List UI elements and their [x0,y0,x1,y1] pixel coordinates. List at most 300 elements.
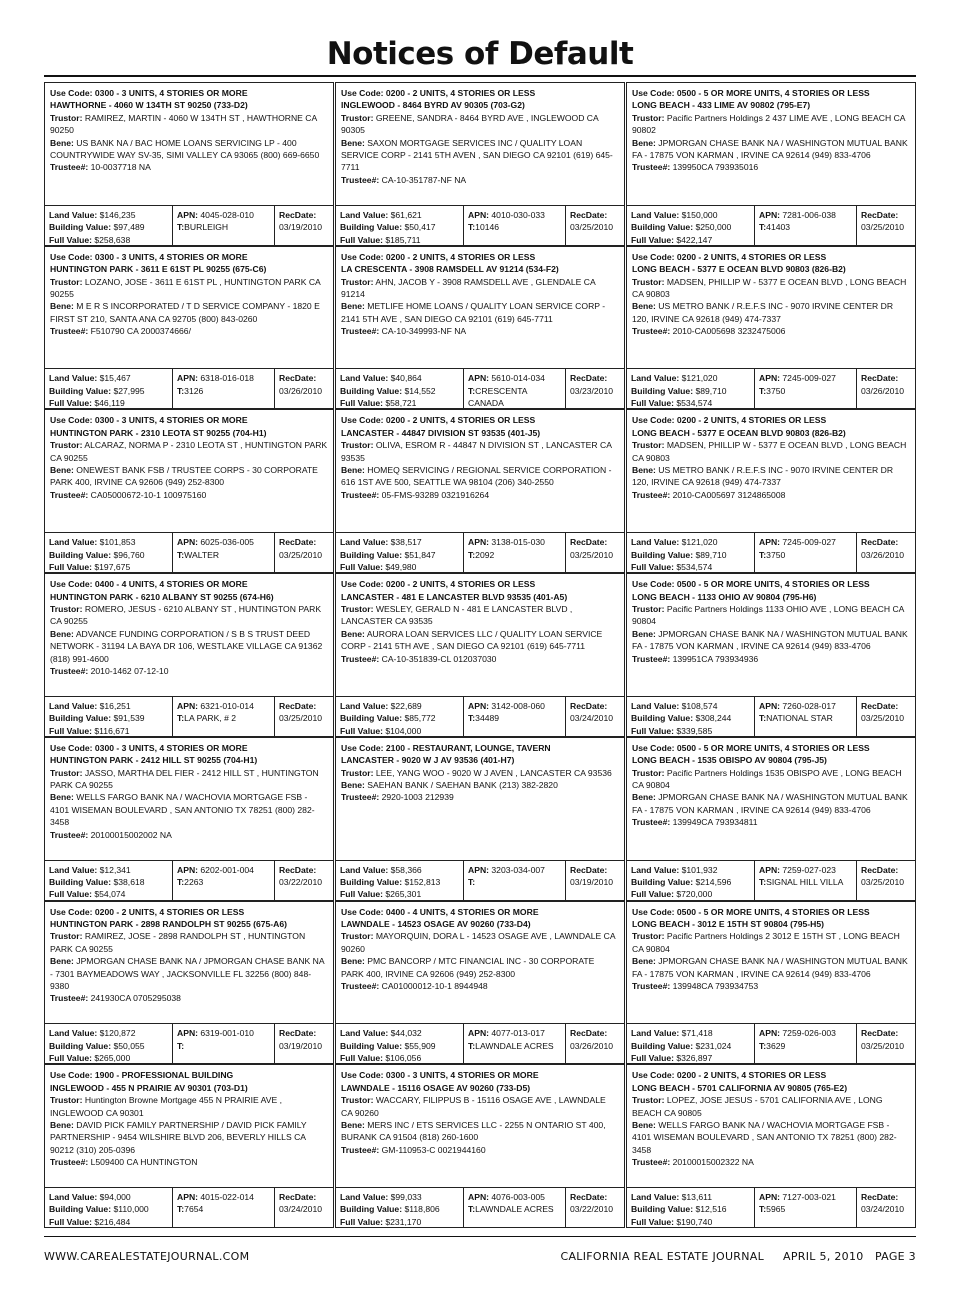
use-code: Use Code: 0200 - 2 UNITS, 4 STORIES OR LESS [341,415,536,426]
bene-value: ADVANCE FUNDING CORPORATION / S B S TRUST DEED NETWORK - 31194 LA BAYA DR 106, WESTLAKE VILLAGE CA 91362 (818) 991-4600 [50,628,323,664]
trustee-label: Trustee#: [632,489,671,500]
trustee-value: CA-10-349993-NF NA [381,326,467,337]
full-value-line [340,1216,459,1227]
tract-value: 2263 [184,876,204,887]
full-label: Full Value: [631,1053,674,1064]
apn-label: APN: [759,1191,781,1202]
values-block [627,1188,755,1227]
recdate-block [275,533,333,572]
bene-label: Bene: [50,465,74,476]
full-value-line [631,1052,750,1063]
land-value: $94,000 [99,1191,131,1202]
trustor-line [50,930,328,955]
values-block [45,1188,173,1227]
recdate-value: 03/23/2010 [570,385,614,396]
property-address: HUNTINGTON PARK - 2898 RANDOLPH ST 90255 (675-A6) [50,918,288,929]
bene-value: JPMORGAN CHASE BANK NA / WASHINGTON MUTUAL BANK FA - 17875 VON KARMAN , IRVINE CA 92614 (949) 833-4706 [632,137,908,161]
building-value: $97,489 [113,222,145,233]
apn-line [468,1027,561,1039]
land-value: $121,020 [681,373,718,384]
bene-line [50,791,328,828]
apn-label: APN: [468,1191,490,1202]
recdate-value: 03/24/2010 [279,1204,323,1215]
building-value: $89,710 [695,549,727,560]
land-value: $15,467 [99,373,131,384]
building-label: Building Value: [49,713,112,724]
apn-label: APN: [468,537,490,548]
trustor-label: Trustor: [632,767,665,778]
trustee-label: Trustee#: [341,489,380,500]
recdate-value: 03/22/2010 [279,876,323,887]
recdate-value: 03/19/2010 [279,1040,323,1051]
trustee-label: Trustee#: [50,665,89,676]
value-row [336,368,624,408]
use-code: Use Code: 0300 - 3 UNITS, 4 STORIES OR MORE [341,1070,539,1081]
trustor-label: Trustor: [341,767,374,778]
tract-line [468,1040,561,1052]
bene-label: Bene: [341,137,365,148]
apn-line [759,1027,852,1039]
apn-value: 7245-009-027 [782,373,836,384]
tract-value: 41403 [766,222,791,233]
full-label: Full Value: [631,1216,674,1227]
trustor-line [341,1094,619,1119]
use-code: Use Code: 0300 - 3 UNITS, 4 STORIES OR MORE [50,415,248,426]
apn-label: APN: [177,537,199,548]
values-block [627,206,755,245]
building-value-line [49,712,168,724]
trustor-value: Pacific Partners Holdings 1133 OHIO AVE , LONG BEACH CA 90804 [632,603,904,627]
full-value-line [340,234,459,245]
footer-website[interactable]: WWW.CAREALESTATEJOURNAL.COM [44,1250,250,1263]
land-value-line [631,1027,750,1039]
building-value-line [631,385,750,397]
notice-description [336,1065,624,1187]
tract-line [468,221,561,233]
recdate-label: RecDate: [279,373,317,384]
trustor-label: Trustor: [632,603,665,614]
land-label: Land Value: [631,209,680,220]
land-value: $16,251 [99,700,131,711]
trustor-line [50,276,328,301]
recdate-label: RecDate: [861,209,899,220]
trustee-label: Trustee#: [341,326,380,337]
tract-label: T: [759,713,767,724]
trustee-value: 241930CA 0705295038 [90,993,181,1004]
trustee-line [50,325,328,337]
values-block [627,1024,755,1063]
property-address: LAWNDALE - 15116 OSAGE AV 90260 (733-D5) [341,1082,531,1093]
notice-record [335,409,625,573]
trustee-value: F510790 CA 2000374666/ [90,326,191,337]
bene-value: AURORA LOAN SERVICES LLC / QUALITY LOAN SERVICE CORP - 2141 5TH AVE , SAN DIEGO CA 92101 (619) 645-7711 [341,628,603,652]
apn-label: APN: [759,373,781,384]
apn-line [177,700,270,712]
bottom-rule [44,1236,916,1237]
trustor-label: Trustor: [632,440,665,451]
tract-label: T: [468,1040,476,1051]
trustor-line [50,439,328,464]
trustor-label: Trustor: [632,1095,665,1106]
bene-label: Bene: [632,1119,656,1130]
full-label: Full Value: [631,725,674,736]
bene-value: DAVID PICK FAMILY PARTNERSHIP / DAVID PICK FAMILY PARTNERSHIP - 9454 WILSHIRE BLVD 206, BEVERLY HILLS CA 90212 (310) 205-0396 [50,1119,307,1155]
bene-label: Bene: [341,465,365,476]
building-label: Building Value: [49,876,112,887]
full-value: $534,574 [676,561,713,572]
tract-label: T: [177,876,185,887]
trustee-value: 20100015002002 NA [90,829,172,840]
use-code: Use Code: 0400 - 4 UNITS, 4 STORIES OR MORE [341,906,539,917]
land-value-line [49,864,168,876]
building-label: Building Value: [631,549,694,560]
tract-line [759,712,852,724]
use-code: Use Code: 0200 - 2 UNITS, 4 STORIES OR LESS [341,579,536,590]
notice-description [336,902,624,1024]
full-value: $534,574 [676,398,713,409]
land-label: Land Value: [631,373,680,384]
recdate-block [275,697,333,736]
recdate-label: RecDate: [570,1191,608,1202]
trustor-label: Trustor: [341,1095,374,1106]
land-value: $101,932 [681,864,718,875]
bene-value: US METRO BANK / R.E.F.S INC - 9070 IRVINE CENTER DR 120, IRVINE CA 92618 (949) 474-7337 [632,465,894,488]
recdate-label: RecDate: [861,1191,899,1202]
apn-label: APN: [468,209,490,220]
recdate-value: 03/19/2010 [570,876,614,887]
building-value-line [340,221,459,233]
use-code: Use Code: 0200 - 2 UNITS, 4 STORIES OR LESS [632,251,827,262]
trustee-label: Trustee#: [341,174,380,185]
full-value: $339,585 [676,725,713,736]
bene-line [632,628,910,653]
building-value: $12,516 [695,1204,727,1215]
recdate-value: 03/25/2010 [861,876,905,887]
apn-label: APN: [177,373,199,384]
value-row [45,696,333,736]
building-label: Building Value: [631,876,694,887]
apn-block [173,1024,275,1063]
building-label: Building Value: [631,222,694,233]
notice-record [335,901,625,1065]
building-value: $27,995 [113,385,145,396]
recdate-value: 03/25/2010 [279,713,323,724]
trustee-value: 139949CA 793934811 [672,817,758,828]
land-label: Land Value: [340,864,389,875]
apn-block [755,1024,857,1063]
apn-line [468,864,561,876]
trustor-value: MADSEN, PHILLIP W - 5377 E OCEAN BLVD , LONG BEACH CA 90803 [632,440,907,463]
land-value: $40,864 [390,373,422,384]
bene-label: Bene: [632,956,656,967]
trustor-value: LOPEZ, JOSE JESUS - 5701 CALIFORNIA AVE , LONG BEACH CA 90805 [632,1095,883,1118]
trustee-line [50,992,328,1004]
trustor-label: Trustor: [50,112,83,123]
recdate-value: 03/25/2010 [570,549,614,560]
apn-block [755,533,857,572]
recdate-value: 03/26/2010 [279,385,323,396]
land-label: Land Value: [631,1191,680,1202]
trustee-label: Trustee#: [50,162,89,173]
land-value: $38,517 [390,537,422,548]
bene-label: Bene: [341,301,365,312]
bene-line [341,137,619,174]
trustor-label: Trustor: [50,931,83,942]
trustee-label: Trustee#: [341,981,380,991]
recdate-value: 03/24/2010 [570,713,614,724]
apn-block [173,533,275,572]
value-row [336,1023,624,1063]
trustee-line [632,325,910,337]
bene-label: Bene: [632,792,656,803]
full-value-line [340,725,459,736]
trustor-label: Trustor: [50,767,83,778]
notice-description [45,738,333,860]
trustee-value: 05-FMS-93289 0321916264 [381,489,490,500]
building-value-line [340,549,459,561]
property-address: LANCASTER - 9020 W J AV 93536 (401-H7) [341,755,515,766]
land-label: Land Value: [340,700,389,711]
recdate-value: 03/25/2010 [861,1040,905,1051]
full-label: Full Value: [340,889,383,900]
apn-label: APN: [177,1028,199,1039]
building-value: $89,710 [695,385,727,396]
notice-description [336,83,624,205]
trustee-line [341,653,619,665]
tract-value: WALTER [184,549,220,560]
tract-label: T: [177,1204,185,1215]
apn-line [759,372,852,384]
trustor-value: ROMERO, JESUS - 6210 ALBANY ST , HUNTINGTON PARK CA 90255 [50,603,322,627]
full-value: $216,484 [94,1216,131,1227]
full-label: Full Value: [49,889,92,900]
apn-line [177,372,270,384]
apn-line [468,700,561,712]
recdate-value: 03/25/2010 [861,222,905,233]
trustee-line [632,1156,910,1168]
trustee-value: 2010-CA005698 3232475006 [672,326,786,337]
recdate-label: RecDate: [279,1191,317,1202]
full-value-line [631,725,750,736]
bene-value: WELLS FARGO BANK NA / WACHOVIA MORTGAGE FSB - 4101 WISEMAN BOULEVARD , SAN ANTONIO TX 78251 (800) 282-3458 [632,1119,897,1155]
tract-value: 10146 [475,222,500,233]
use-code: Use Code: 0200 - 2 UNITS, 4 STORIES OR LESS [50,906,245,917]
land-value: $22,689 [390,700,422,711]
trustee-label: Trustee#: [632,162,671,173]
use-code: Use Code: 0200 - 2 UNITS, 4 STORIES OR LESS [341,251,536,262]
building-value: $91,539 [113,713,145,724]
trustor-value: Pacific Partners Holdings 1535 OBISPO AVE , LONG BEACH CA 90804 [632,767,902,791]
full-label: Full Value: [340,725,383,736]
values-block [45,369,173,408]
full-value: $46,119 [94,398,125,409]
trustee-value: CA05000672-10-1 100975160 [90,489,207,500]
trustor-value: MADSEN, PHILLIP W - 5377 E OCEAN BLVD , LONG BEACH CA 90803 [632,276,907,299]
apn-value: 7281-006-038 [782,209,836,220]
land-label: Land Value: [49,537,98,548]
bene-label: Bene: [632,465,656,476]
notice-record [335,246,625,410]
bene-label: Bene: [50,792,74,803]
apn-block [464,206,566,245]
recdate-label: RecDate: [279,209,317,220]
notice-description [45,83,333,205]
full-value-line [49,234,168,245]
land-label: Land Value: [49,209,98,220]
notice-record [44,737,334,901]
use-code: Use Code: 0500 - 5 OR MORE UNITS, 4 STORIES OR LESS [632,88,870,98]
bene-value: SAXON MORTGAGE SERVICES INC / QUALITY LOAN SERVICE CORP - 2141 5TH AVEN , SAN DIEGO CA 92101 (619) 645-7711 [341,137,613,173]
use-code: Use Code: 0500 - 5 OR MORE UNITS, 4 STORIES OR LESS [632,906,870,917]
recdate-block [857,1024,915,1063]
trustor-line [632,439,910,464]
recdate-label: RecDate: [279,700,317,711]
apn-block [464,697,566,736]
trustor-value: OLIVA, ESROM R - 44847 N DIVISION ST , LANCASTER CA 93535 [341,440,612,463]
bene-value: US METRO BANK / R.E.F.S INC - 9070 IRVINE CENTER DR 120, IRVINE CA 92618 (949) 474-7337 [632,301,894,324]
recdate-value: 03/26/2010 [570,1040,614,1051]
notice-description [336,574,624,696]
trustor-value: LEE, YANG WOO - 9020 W J AVEN , LANCASTER CA 93536 [375,767,612,778]
bene-line [50,1119,328,1156]
full-label: Full Value: [340,234,383,245]
apn-line [468,1191,561,1203]
tract-line [177,385,270,397]
recdate-block [857,533,915,572]
land-label: Land Value: [631,864,680,875]
trustor-value: WACCARY, FILIPPUS B - 15116 OSAGE AVE , LAWNDALE CA 90260 [341,1095,606,1118]
bene-value: WELLS FARGO BANK NA / WACHOVIA MORTGAGE FSB - 4101 WISEMAN BOULEVARD , SAN ANTONIO TX 78251 (800) 282-3458 [50,792,315,828]
trustor-value: ALCARAZ, NORMA P - 2310 LEOTA ST , HUNTINGTON PARK CA 90255 [50,440,328,463]
full-label: Full Value: [631,398,674,409]
apn-label: APN: [468,1028,490,1039]
building-value-line [631,221,750,233]
value-row [627,860,915,900]
land-value: $44,032 [390,1028,422,1039]
full-value-line [49,725,168,736]
apn-block [755,206,857,245]
building-label: Building Value: [631,1204,694,1215]
property-address: LONG BEACH - 5701 CALIFORNIA AV 90805 (765-E2) [632,1082,848,1093]
full-value: $265,000 [94,1053,131,1064]
bene-line [50,300,328,325]
value-row [336,696,624,736]
building-label: Building Value: [340,1204,403,1215]
trustor-line [341,930,619,955]
full-value-line [340,1052,459,1063]
apn-block [173,369,275,408]
land-label: Land Value: [49,1028,98,1039]
trustor-line [632,276,910,301]
bene-line [341,464,619,489]
full-value-line [631,397,750,408]
land-value: $99,033 [390,1191,422,1202]
tract-line [759,549,852,561]
recdate-block [275,1024,333,1063]
apn-block [464,1188,566,1227]
land-value-line [631,536,750,548]
recdate-block [857,206,915,245]
apn-value: 4076-003-005 [491,1191,545,1202]
tract-value: 5965 [766,1204,786,1215]
recdate-value: 03/22/2010 [570,1204,614,1215]
apn-label: APN: [468,373,490,384]
land-value: $71,418 [681,1028,713,1039]
apn-value: 6202-001-004 [200,864,254,875]
apn-label: APN: [759,864,781,875]
apn-value: 7259-027-023 [782,864,836,875]
apn-line [468,536,561,548]
building-label: Building Value: [49,549,112,560]
full-label: Full Value: [49,561,92,572]
use-code: Use Code: 0200 - 2 UNITS, 4 STORIES OR LESS [632,1070,827,1081]
property-address: LA CRESCENTA - 3908 RAMSDELL AV 91214 (534-F2) [341,264,559,275]
land-value: $61,621 [390,209,422,220]
building-value: $308,244 [695,713,732,724]
land-value-line [340,1027,459,1039]
trustee-value: 20100015002322 NA [672,1157,754,1168]
bene-label: Bene: [50,628,74,639]
building-label: Building Value: [340,713,403,724]
full-label: Full Value: [49,234,92,245]
bene-line [50,137,328,162]
trustor-value: JASSO, MARTHA DEL FIER - 2412 HILL ST , HUNTINGTON PARK CA 90255 [50,767,319,791]
value-row [45,368,333,408]
trustor-label: Trustor: [50,440,83,451]
full-label: Full Value: [631,234,674,245]
apn-block [755,1188,857,1227]
full-label: Full Value: [631,561,674,572]
land-value-line [340,536,459,548]
trustee-value: 139948CA 793934753 [672,981,759,991]
tract-line [177,712,270,724]
apn-label: APN: [759,700,781,711]
building-label: Building Value: [631,713,694,724]
recdate-value: 03/25/2010 [570,222,614,233]
land-value: $12,341 [99,864,131,875]
building-value: $110,000 [113,1204,149,1215]
building-label: Building Value: [340,1040,403,1051]
property-address: LONG BEACH - 1133 OHIO AV 90804 (795-H6) [632,591,817,602]
land-label: Land Value: [49,373,98,384]
land-label: Land Value: [49,700,98,711]
trustee-label: Trustee#: [50,993,89,1004]
values-block [45,533,173,572]
apn-block [464,369,566,408]
building-value-line [49,549,168,561]
tract-label: T: [759,1204,767,1215]
land-value-line [631,372,750,384]
notice-record [44,409,334,573]
full-label: Full Value: [631,889,674,900]
building-value: $118,806 [404,1204,440,1215]
full-value: $116,671 [94,725,130,736]
notice-description [627,738,915,860]
trustee-label: Trustee#: [632,653,671,664]
building-value: $231,024 [695,1040,732,1051]
building-value: $85,772 [404,713,436,724]
land-value-line [49,372,168,384]
use-code: Use Code: 0200 - 2 UNITS, 4 STORIES OR LESS [341,88,536,98]
apn-line [759,700,852,712]
trustee-label: Trustee#: [341,653,380,664]
tract-line [759,221,852,233]
apn-label: APN: [759,537,781,548]
trustor-line [632,930,910,955]
full-value: $422,147 [676,234,713,245]
values-block [45,206,173,245]
trustor-line [632,767,910,792]
